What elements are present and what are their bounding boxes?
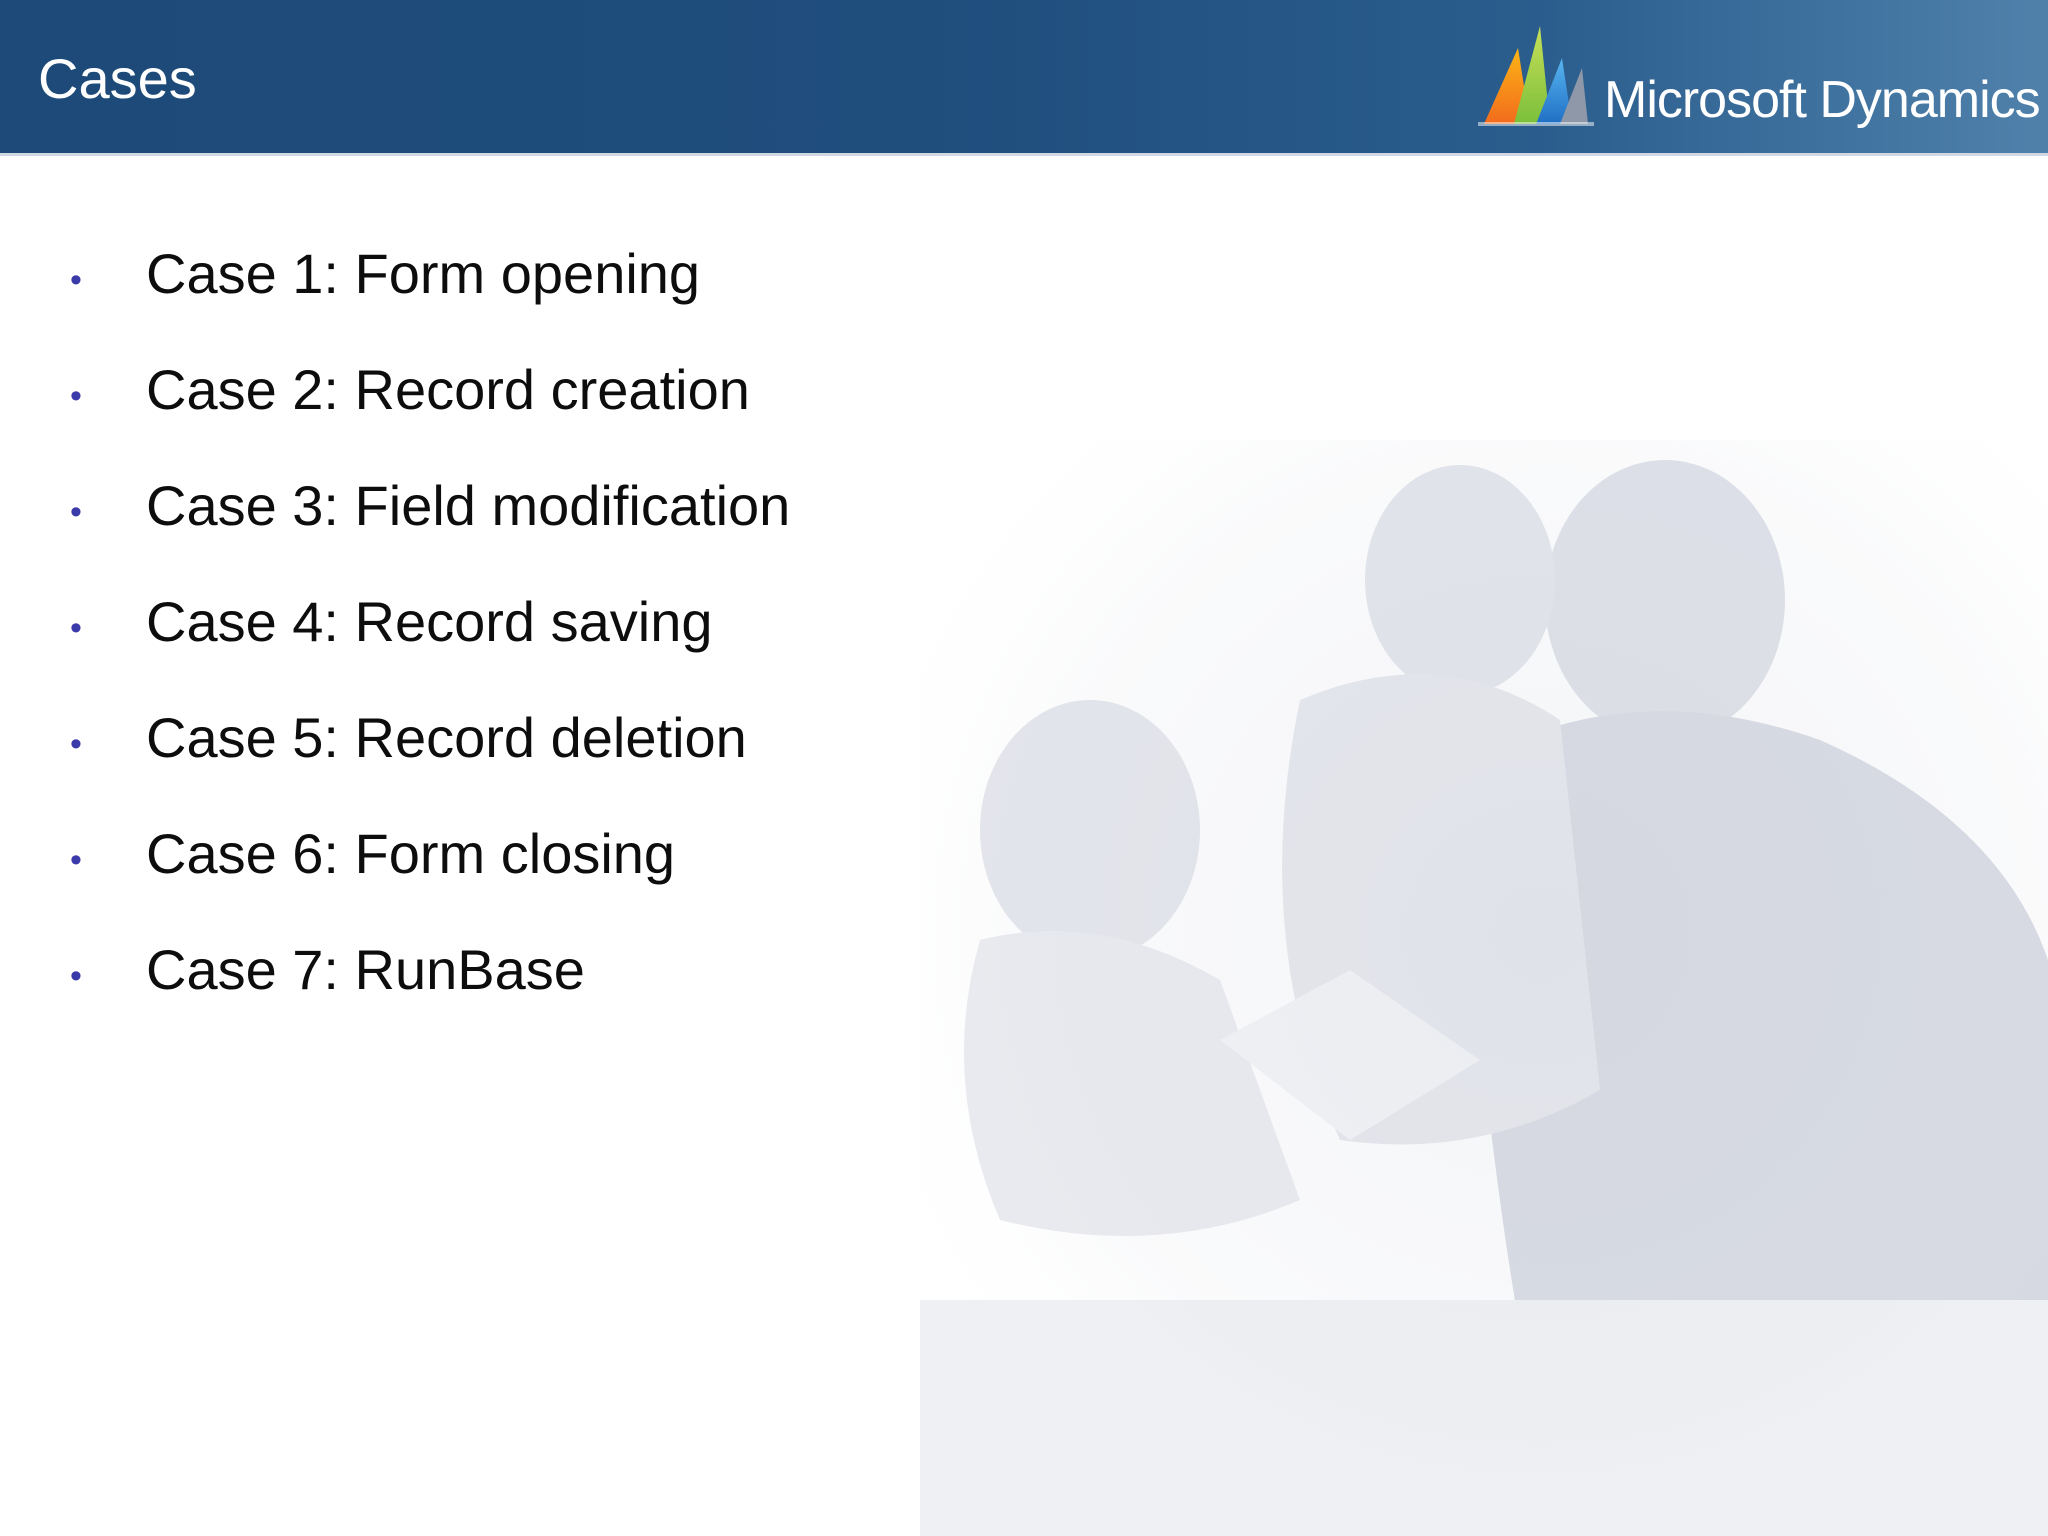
background-photo [920, 440, 2048, 1536]
case-label: Case 3: Field modification [146, 474, 791, 537]
list-item [0, 694, 960, 810]
case-label: Case 1: Form opening [146, 242, 701, 305]
bullet-icon: • [70, 841, 82, 879]
list-item [0, 578, 960, 694]
case-label: Case 6: Form closing [146, 822, 676, 885]
microsoft-dynamics-logo-icon [1478, 18, 1594, 130]
list-item [0, 810, 960, 926]
bullet-icon: • [70, 377, 82, 415]
case-label: Case 2: Record creation [146, 358, 750, 421]
bullet-icon: • [70, 493, 82, 531]
list-item [0, 346, 960, 462]
case-list [0, 230, 960, 1042]
bullet-icon: • [70, 261, 82, 299]
bullet-icon: • [70, 609, 82, 647]
bullet-icon: • [70, 725, 82, 763]
list-item [0, 926, 960, 1042]
case-label: Case 7: RunBase [146, 938, 585, 1001]
case-label: Case 5: Record deletion [146, 706, 747, 769]
microsoft-dynamics-logo [1478, 18, 2040, 136]
slide-title: Cases [38, 47, 197, 110]
header-bar [0, 0, 2048, 156]
logo-text: Microsoft Dynamics [1604, 71, 2040, 129]
bullet-icon: • [70, 957, 82, 995]
list-item [0, 462, 960, 578]
list-item [0, 230, 960, 346]
case-label: Case 4: Record saving [146, 590, 713, 653]
